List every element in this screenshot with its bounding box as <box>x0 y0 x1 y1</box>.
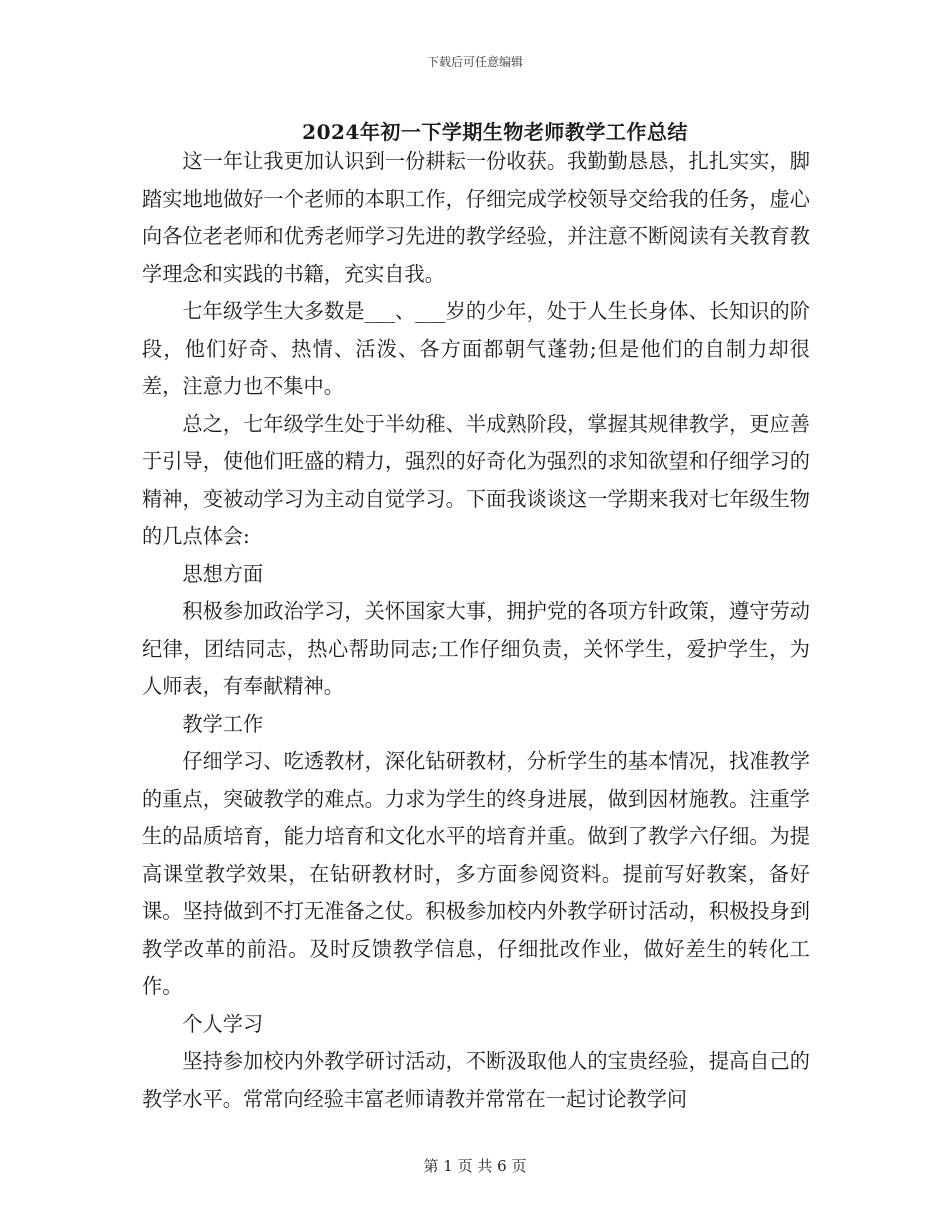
document-body <box>142 143 810 1118</box>
page-number-footer: 第 1 页 共 6 页 <box>423 1157 527 1175</box>
paragraph-summary: 总之，七年级学生处于半幼稚、半成熟阶段，掌握其规律教学，更应善于引导，使他们旺盛的精力，强烈的好奇化为强烈的求知欲望和仔细学习的精神，变被动学习为主动自觉学习。下面我谈谈这一学期来我对七年级生物的几点体会: <box>142 411 810 548</box>
paragraph-students: 七年级学生大多数是___、___岁的少年，处于人生长身体、长知识的阶段，他们好奇、热情、活泼、各方面都朝气蓬勃;但是他们的自制力却很差，注意力也不集中。 <box>142 299 810 398</box>
section-text-thought: 积极参加政治学习，关怀国家大事，拥护党的各项方针政策，遵守劳动纪律，团结同志，热心帮助同志;工作仔细负责，关怀学生，爱护学生，为人师表，有奉献精神。 <box>142 599 810 698</box>
section-text-teaching: 仔细学习、吃透教材，深化钻研教材，分析学生的基本情况，找准教学的重点，突破教学的难点。力求为学生的终身进展，做到因材施教。注重学生的品质培育，能力培育和文化水平的培育并重。做到了教学六仔细。为提高课堂教学效果，在钻研教材时，多方面参阅资料。提前写好教案，备好课。坚持做到不打无准备之仗。积极参加校内外教学研讨活动，积极投身到教学改革的前沿。及时反馈教学信息，仔细批改作业，做好差生的转化工作。 <box>142 749 810 998</box>
section-heading-study: 个人学习 <box>182 1011 264 1036</box>
section-heading-thought: 思想方面 <box>182 561 264 586</box>
section-heading-teaching: 教学工作 <box>182 711 264 736</box>
paragraph-intro: 这一年让我更加认识到一份耕耘一份收获。我勤勤恳恳，扎扎实实，脚踏实地地做好一个老师的本职工作，仔细完成学校领导交给我的任务，虚心向各位老老师和优秀老师学习先进的教学经验，并注意不断阅读有关教育教学理念和实践的书籍，充实自我。 <box>142 149 810 286</box>
document-title: 2024年初一下学期生物老师教学工作总结 <box>302 120 688 144</box>
header-note: 下载后可任意编辑 <box>426 55 523 69</box>
section-text-study: 坚持参加校内外教学研讨活动，不断汲取他人的宝贵经验，提高自己的教学水平。常常向经验丰富老师请教并常常在一起讨论教学问 <box>142 1049 810 1111</box>
